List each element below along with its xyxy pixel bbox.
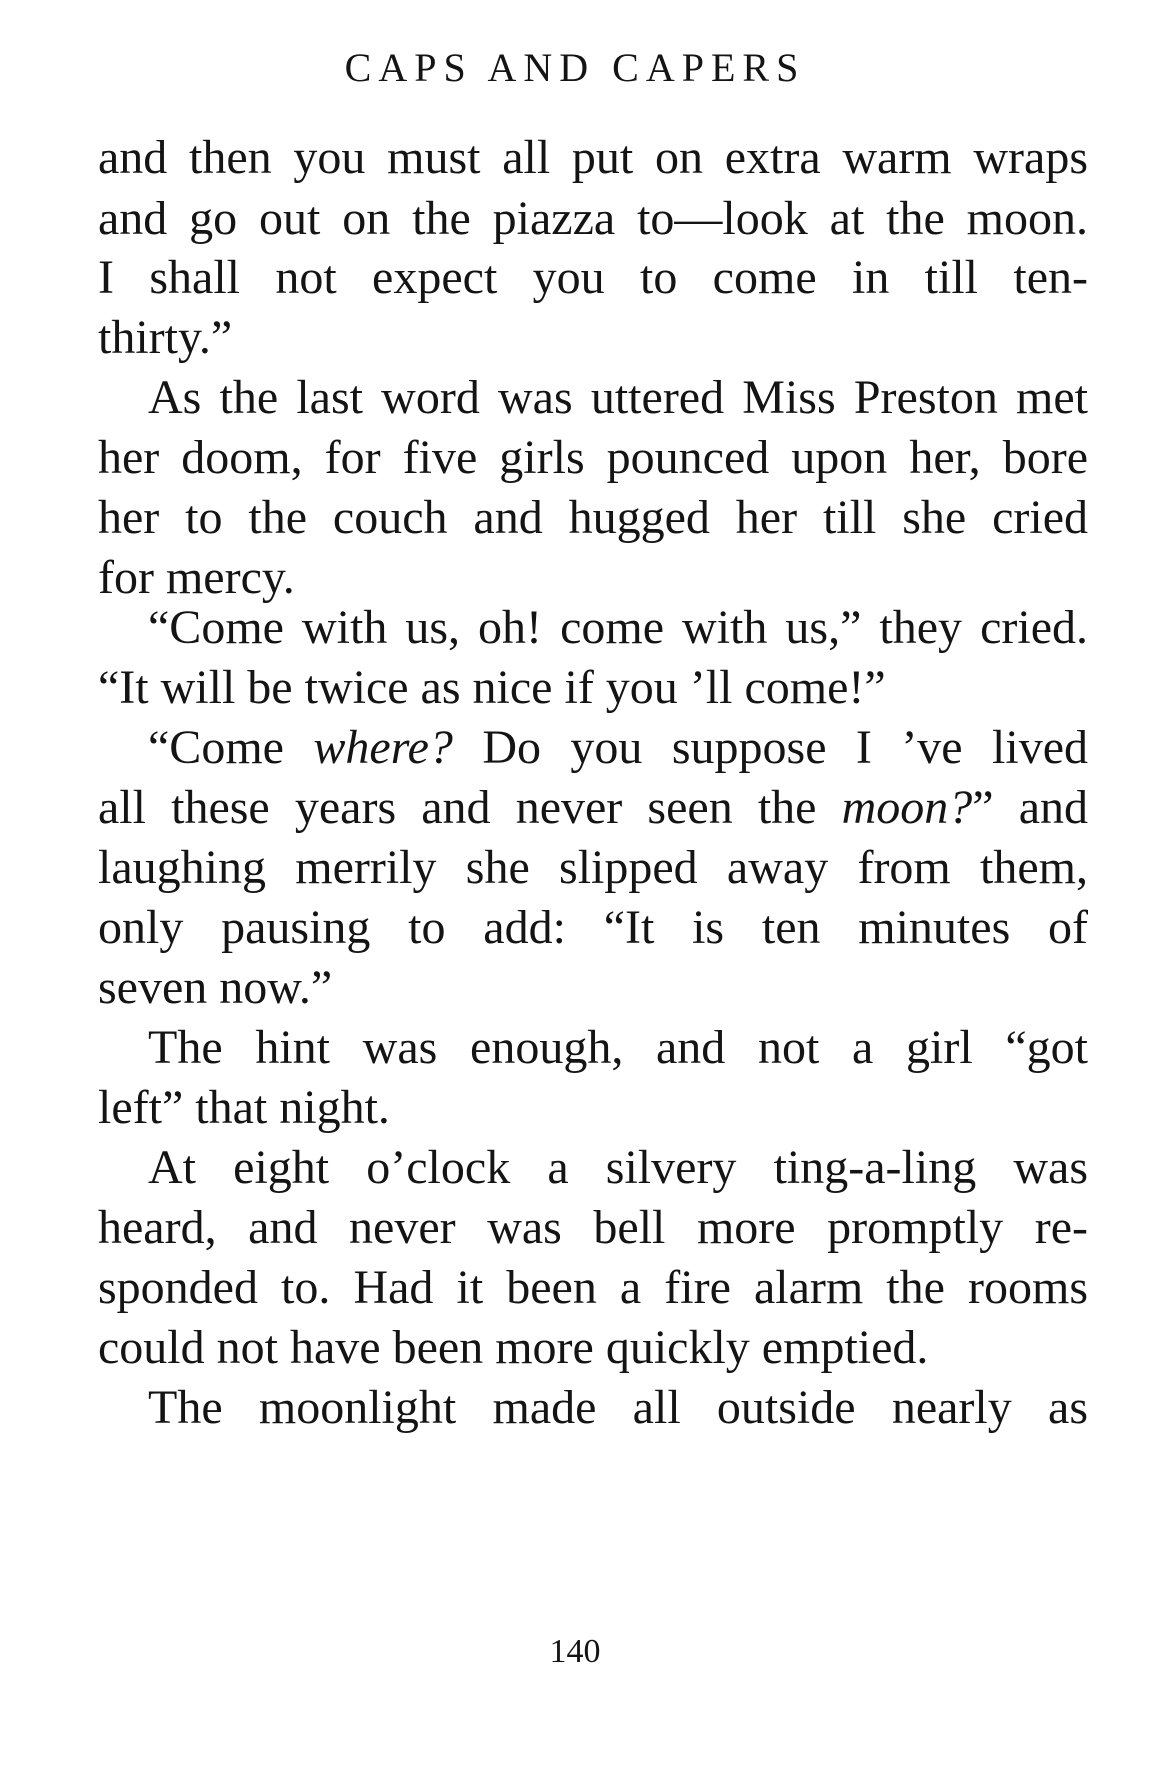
text-line: for mercy.: [98, 551, 295, 604]
paragraph-first-line: As the last word was uttered Miss Preston met: [148, 371, 1088, 424]
text-line: left” that night.: [98, 1081, 390, 1134]
text-line: could not have been more quickly emptied.: [98, 1321, 929, 1374]
paragraph-first-line: “Come with us, oh! come with us,” they cried.: [148, 601, 1088, 654]
paragraph-first-line: The hint was enough, and not a girl “got: [148, 1021, 1088, 1074]
text-line: seven now.”: [98, 961, 333, 1014]
page-number: 140: [549, 1633, 601, 1670]
running-header: CAPS AND CAPERS: [344, 45, 806, 90]
text-line: I shall not expect you to come in till ten-: [98, 251, 1088, 304]
text-line: only pausing to add: “It is ten minutes of: [98, 901, 1088, 954]
text-run: “Come: [148, 721, 314, 774]
text-run: all these years and never seen the: [98, 781, 842, 834]
paragraph-first-line: The moonlight made all outside nearly as: [148, 1381, 1088, 1434]
text-line: laughing merrily she slipped away from them,: [98, 841, 1088, 894]
paragraph-first-line: [148, 720, 1088, 776]
text-run: ” and: [972, 781, 1089, 834]
italic-word: where?: [313, 721, 453, 774]
text-line: and go out on the piazza to—look at the moon.: [98, 192, 1088, 245]
text-line: thirty.”: [98, 311, 233, 364]
text-line: her doom, for five girls pounced upon her, bore: [98, 431, 1088, 484]
text-line: [98, 780, 1088, 836]
text-line: sponded to. Had it been a fire alarm the rooms: [98, 1261, 1088, 1314]
text-line: heard, and never was bell more promptly re-: [98, 1201, 1088, 1254]
text-run: Do you suppose I ’ve lived: [452, 721, 1089, 774]
paragraph-first-line: At eight o’clock a silvery ting-a-ling was: [148, 1141, 1088, 1194]
text-line: her to the couch and hugged her till she cried: [98, 491, 1088, 544]
italic-word: moon?: [841, 781, 973, 834]
text-line: “It will be twice as nice if you ’ll come!”: [98, 661, 886, 714]
text-line: and then you must all put on extra warm wraps: [98, 131, 1088, 184]
